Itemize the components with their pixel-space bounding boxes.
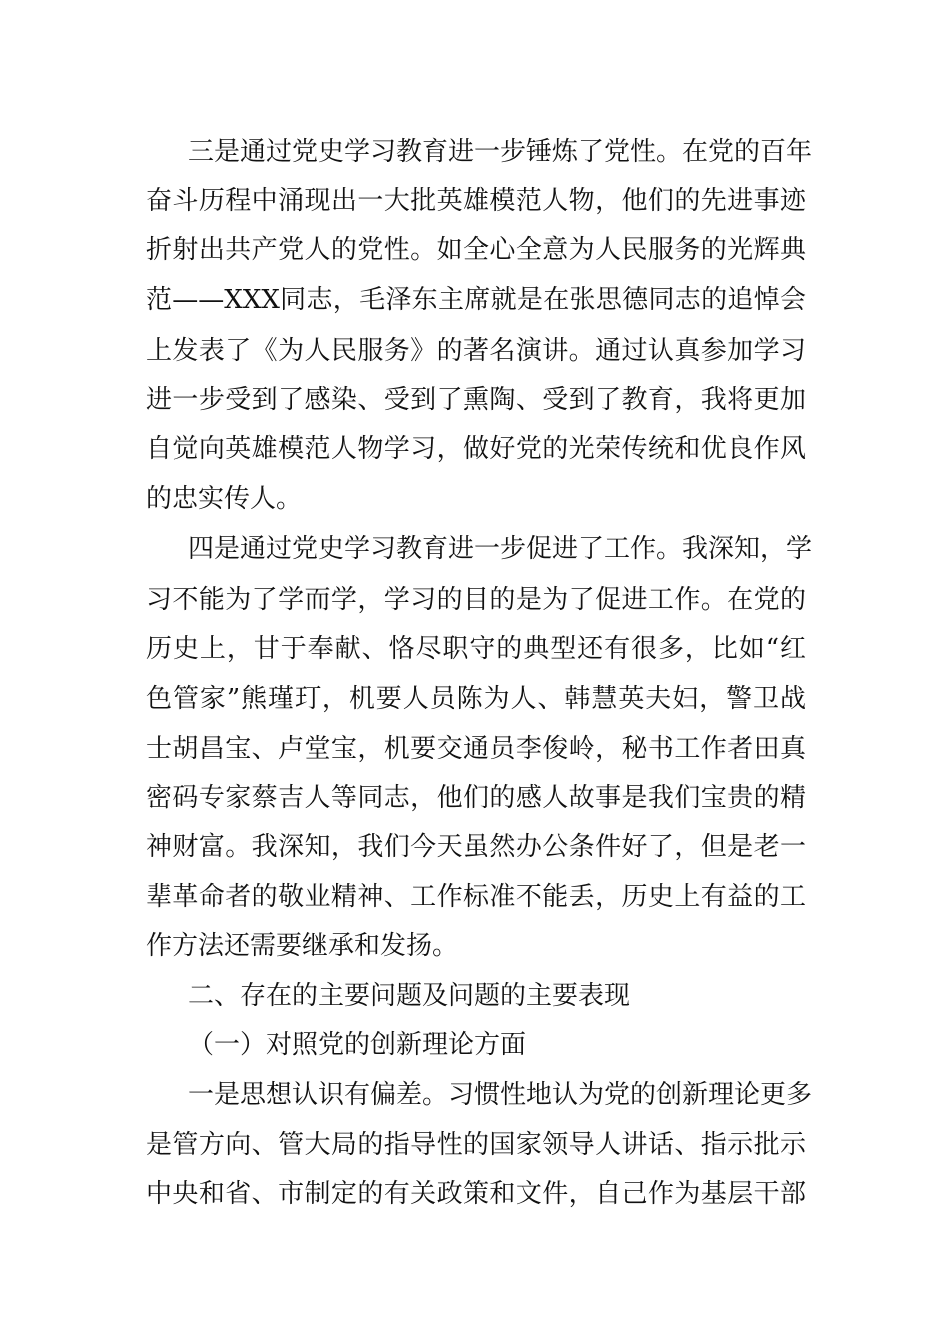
paragraph-3-line-6: 进一步受到了感染、受到了熏陶、受到了教育，我将更加 (146, 385, 806, 415)
paragraph-5-line-3: 中央和省、市制定的有关政策和文件，自己作为基层干部 (146, 1179, 806, 1209)
section-heading: 二、存在的主要问题及问题的主要表现 (188, 981, 631, 1011)
paragraph-5-line-1: 一是思想认识有偏差。习惯性地认为党的创新理论更多 (188, 1080, 813, 1110)
paragraph-4-line-9: 作方法还需要继承和发扬。 (146, 931, 459, 961)
paragraph-4-line-7: 神财富。我深知，我们今天虽然办公条件好了，但是老一 (146, 832, 806, 862)
paragraph-4-line-2: 习不能为了学而学，学习的目的是为了促进工作。在党的 (146, 585, 806, 615)
paragraph-4-line-6: 密码专家蔡吉人等同志，他们的感人故事是我们宝贵的精 (146, 783, 806, 813)
paragraph-3-line-7: 自觉向英雄模范人物学习，做好党的光荣传统和优良作风 (146, 434, 806, 464)
paragraph-5-line-2: 是管方向、管大局的指导性的国家领导人讲话、指示批示 (146, 1130, 806, 1160)
subsection-heading: （一）对照党的创新理论方面 (188, 1030, 527, 1060)
paragraph-4-line-1: 四是通过党史学习教育进一步促进了工作。我深知，学 (188, 534, 813, 564)
paragraph-4-line-3: 历史上，甘于奉献、恪尽职守的典型还有很多，比如“红 (146, 634, 806, 664)
paragraph-3-line-4: 范——XXX同志，毛泽东主席就是在张思德同志的追悼会 (146, 285, 806, 315)
paragraph-4-line-8: 辈革命者的敬业精神、工作标准不能丢，历史上有益的工 (146, 882, 806, 912)
paragraph-4-line-4: 色管家”熊瑾玎，机要人员陈为人、韩慧英夫妇，警卫战 (146, 684, 806, 714)
paragraph-3-line-8: 的忠实传人。 (146, 484, 303, 514)
paragraph-3-line-5: 上发表了《为人民服务》的著名演讲。通过认真参加学习 (146, 336, 806, 366)
paragraph-4-line-5: 士胡昌宝、卢堂宝，机要交通员李俊岭，秘书工作者田真 (146, 734, 806, 764)
paragraph-3-line-3: 折射出共产党人的党性。如全心全意为人民服务的光辉典 (146, 235, 806, 265)
paragraph-3-line-1: 三是通过党史学习教育进一步锤炼了党性。在党的百年 (188, 137, 813, 167)
paragraph-3-line-2: 奋斗历程中涌现出一大批英雄模范人物，他们的先进事迹 (146, 186, 806, 216)
